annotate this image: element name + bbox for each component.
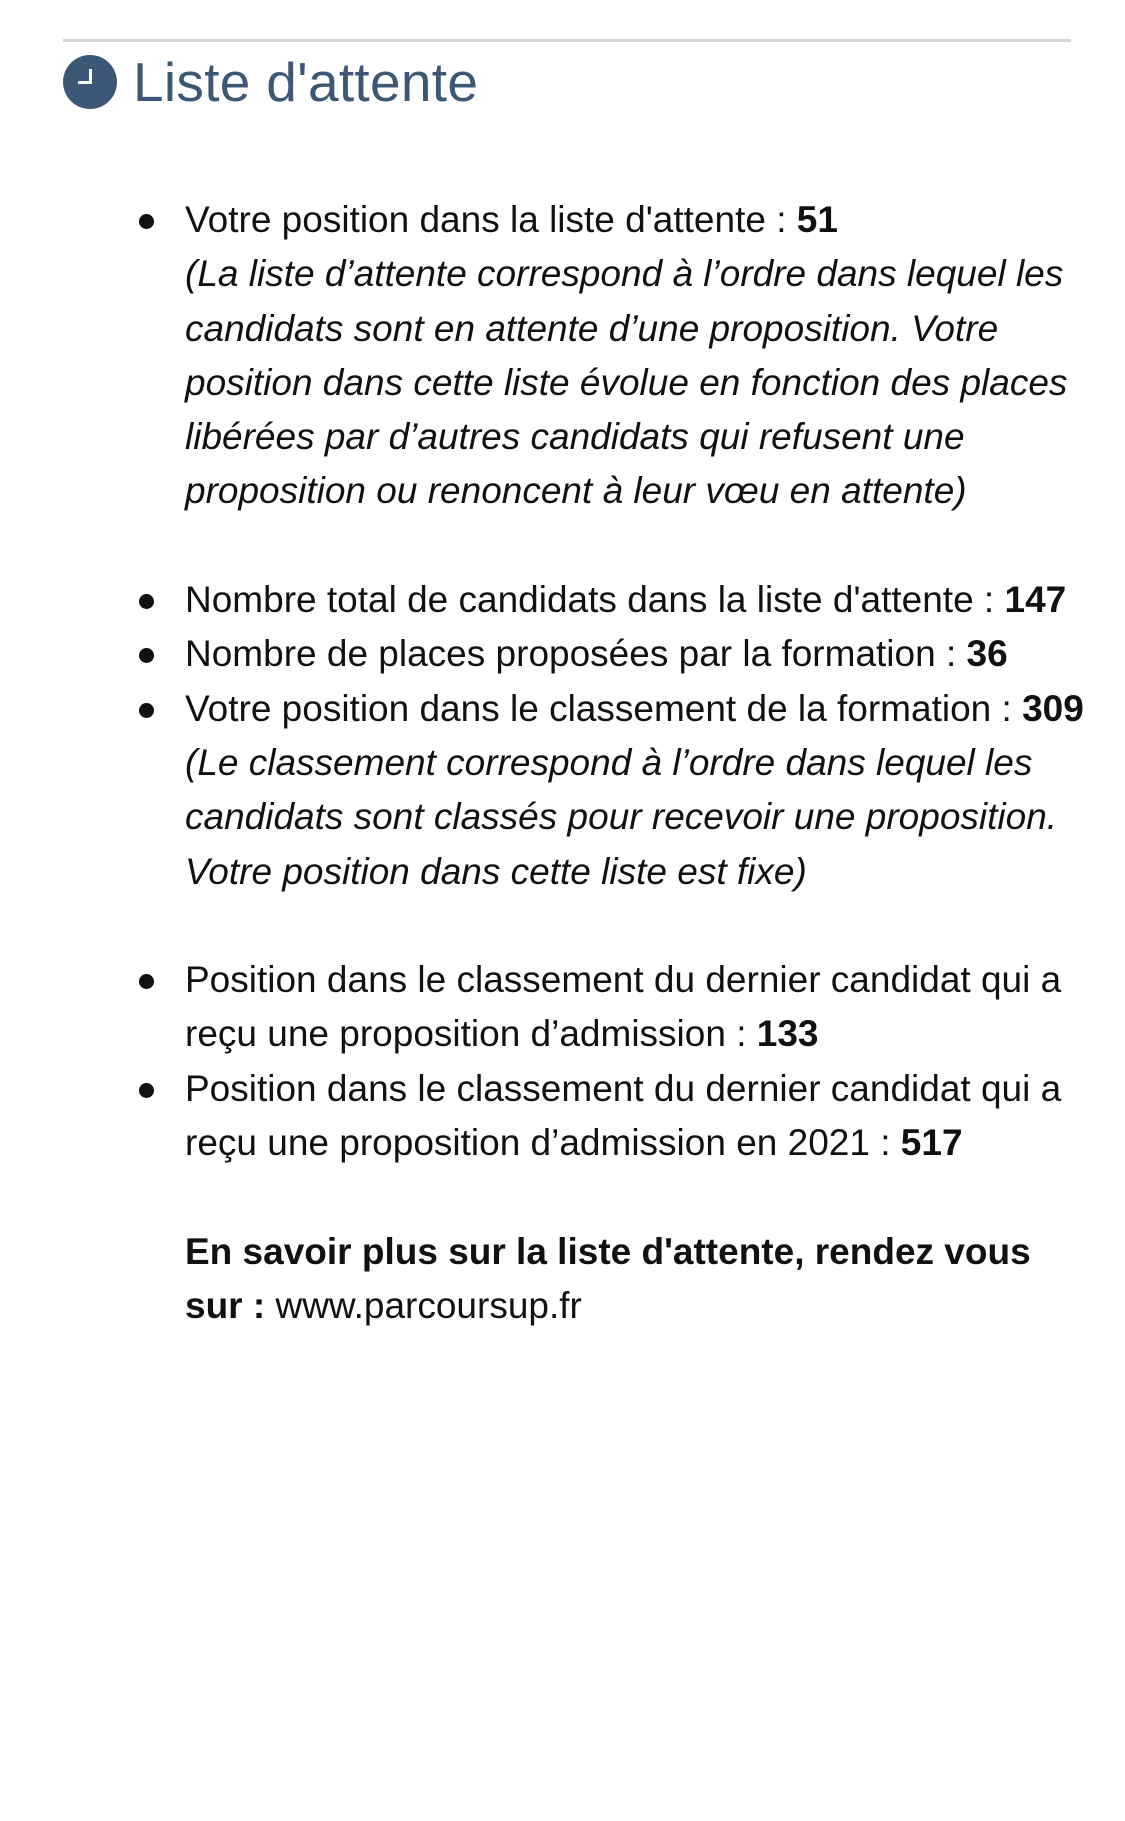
more-info	[185, 1225, 1085, 1334]
bullet-icon	[139, 1083, 154, 1098]
bullet-icon	[139, 214, 154, 229]
section-title: Liste d'attente	[133, 51, 479, 113]
list-item-total-candidates	[185, 573, 1085, 627]
list-item-last-admitted-rank	[185, 953, 1085, 1062]
item-label: Votre position dans la liste d'attente :	[185, 199, 797, 240]
waitlist-details	[185, 193, 1085, 1333]
item-value: 36	[966, 633, 1008, 675]
section-divider	[63, 39, 1071, 42]
section-header	[63, 52, 478, 112]
item-label: Votre position dans le classement de la formation :	[185, 687, 1023, 729]
item-label: Nombre total de candidats dans la liste d'attente :	[185, 579, 1005, 621]
clock-icon	[63, 55, 117, 109]
item-value: 517	[900, 1122, 963, 1164]
list-item-ranking-position	[185, 682, 1085, 899]
item-label: Nombre de places proposées par la formation :	[185, 633, 967, 675]
item-value: 147	[1004, 579, 1067, 621]
item-value: 309	[1022, 687, 1084, 729]
parcoursup-link[interactable]: www.parcoursup.fr	[275, 1284, 582, 1326]
item-note: (La liste d’attente correspond à l’ordre dans lequel les candidats sont en attente d’une proposition. Votre position dans cette liste évolue en fonction des places libérées par d’autres candidats qui refusent une proposition ou renoncent à leur vœu en attente)	[185, 253, 1068, 512]
list-item-waitlist-position	[185, 193, 1085, 519]
item-value: 51	[796, 199, 838, 240]
item-label: Position dans le classement du dernier candidat qui a reçu une proposition d’admission :	[185, 959, 1062, 1055]
item-label: Position dans le classement du dernier candidat qui a reçu une proposition d’admission en 2021 :	[185, 1067, 1062, 1164]
bullet-icon	[139, 594, 154, 609]
bullet-icon	[139, 703, 154, 718]
item-note: (Le classement correspond à l’ordre dans lequel les candidats sont classés pour recevoir une proposition. Votre position dans cette liste est fixe)	[185, 741, 1058, 892]
list-item-last-admitted-rank-2021	[185, 1062, 1085, 1171]
item-value: 133	[756, 1013, 819, 1055]
bullet-icon	[139, 974, 154, 989]
list-item-places-offered	[185, 627, 1085, 681]
more-info-text: En savoir plus sur la liste d'attente, rendez vous sur :	[185, 1230, 1031, 1326]
bullet-icon	[139, 648, 154, 663]
waitlist-list	[185, 193, 1085, 1225]
